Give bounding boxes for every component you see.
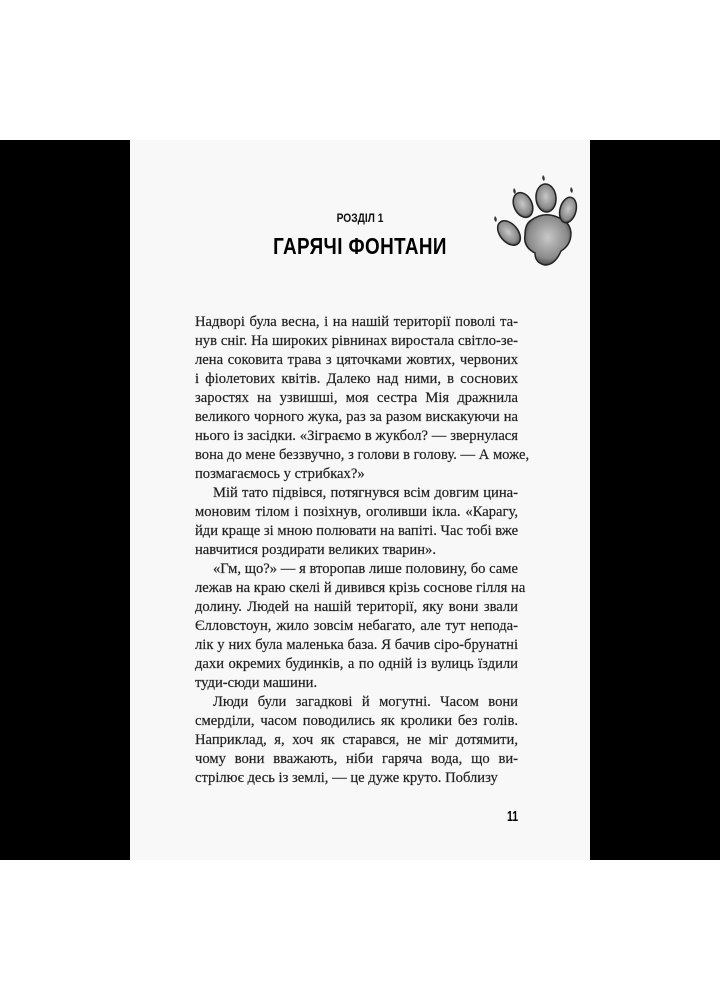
text-line: смерділи, часом поводились як кролики без голів. [195,713,518,729]
text-line: долину. Людей на нашій території, яку вони звали [195,599,518,615]
text-line: нього із засідки. «Зіграємо в жукбол? — звернулася [195,428,518,444]
chapter-label: РОЗДІЛ 1 [336,211,384,225]
text-line: Наприклад, я, хоч як старався, не міг дотямити, [195,732,518,748]
body-text [195,313,530,788]
chapter-title: ГАРЯЧІ ФОНТАНИ [273,233,447,259]
book-page [130,140,590,860]
text-line: моновим тілом і позіхнув, оголивши ікла. «Карагу, [195,504,518,520]
paw-print-icon [485,173,585,273]
left-black-margin [0,140,130,860]
text-line: стрілює десь із землі, — це дуже круто. Поблизу [195,770,498,786]
text-line: вона до мене беззвучно, з голови в голову. — А може, [195,447,530,463]
text-line: заростях на узвишші, моя сестра Мія дражнила [195,390,518,406]
text-line: нув сніг. На широких рівнинах виростала світло-зе- [195,333,518,349]
text-line: Мій тато підвівся, потягнувся всім довгим цина- [213,485,518,501]
text-line: лік у них була маленька база. Я бачив сіро-брунатні [195,637,518,653]
text-line: йди краще зі мною полювати на вапіті. Час тобі вже [195,523,519,539]
text-line: Надворі була весна, і на нашій території поволі та- [195,314,518,330]
text-line: Люди були загадкові й могутні. Часом вони [213,694,518,710]
text-line: великого чорного жука, раз за разом вискакуючи на [195,409,518,425]
text-line: позмагаємось у стрибках?» [195,466,365,482]
text-line: дахи окремих будинків, а по одній із вулиць їздили [195,656,518,672]
text-line: лена соковита трава з цяточками жовтих, червоних [195,352,518,368]
text-line: туди-сюди машини. [195,675,318,691]
text-line: лежав на краю скелі й дивився крізь соснове гілля на [195,580,526,596]
text-line: навчитися роздирати великих тварин». [195,542,436,558]
text-line: Єлловстоун, жило зовсім небагато, але тут непода- [195,618,518,634]
text-line: «Гм, що?» — я второпав лише половину, бо саме [213,561,518,577]
page-number: 11 [506,808,519,825]
text-line: і фіолетових квітів. Далеко над ними, в соснових [195,371,518,387]
right-black-margin [590,140,720,860]
text-line: чому вони вважають, ніби гаряча вода, що ви- [195,751,518,767]
